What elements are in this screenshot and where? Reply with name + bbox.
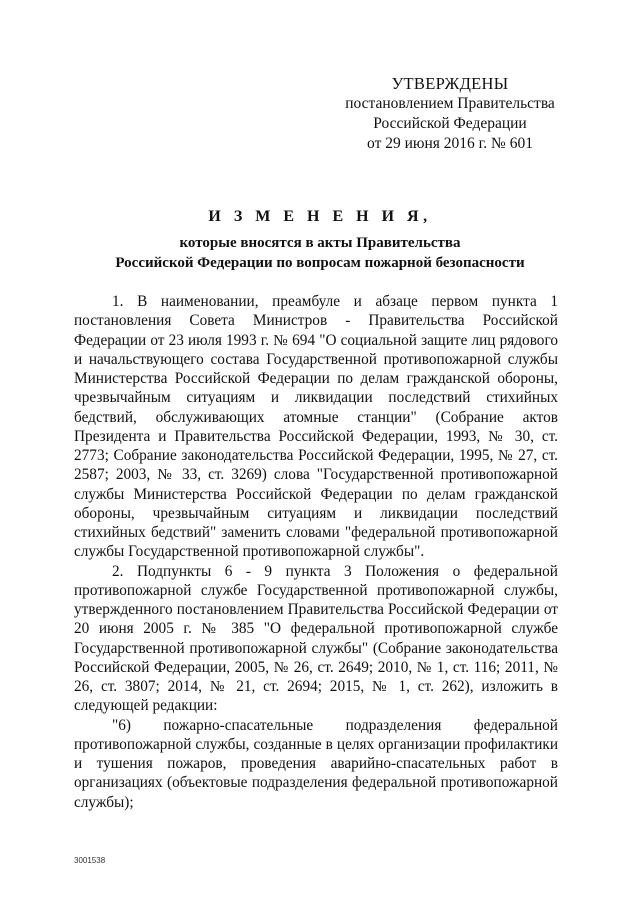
approval-by-line: постановлением Правительства [345, 95, 555, 112]
paragraph-1: 1. В наименовании, преамбуле и абзаце первом пункта 1 постановления Совета Министров - Правительства Российской Федерации от 23 июля 1993 г. № 694 "О социальной защите лиц рядового и начальствующего состава Государственной противопожарной службы Министерства Российской Федерации по делам гражданской обороны, чрезвычайным ситуациям и ликвидации последствий стихийных бедствий, обслуживающих атомные станции" (Собрание актов Президента и Правительства Российской Федерации, 1993, № 30, ст. 2773; Собрание законодательства Российской Федерации, 1995, № 27, ст. 2587; 2003, № 33, ст. 3269) слова "Государственной противопожарной службы Министерства Российской Федерации по делам гражданской обороны, чрезвычайным ситуациям и ликвидации последствий стихийных бедствий" заменить словами "федеральной противопожарной службы Государственной противопожарной службы". [74, 293, 558, 561]
document-title: И З М Е Н Е Н И Я, [208, 208, 432, 225]
paragraph-2: 2. Подпункты 6 - 9 пункта 3 Положения о федеральной противопожарной службе Государственной противопожарной службы, утвержденного постановлением Правительства Российской Федерации от 20 июня 2005 г. № 385 "О федеральной противопожарной службе Государственной противопожарной службы" (Собрание законодательства Российской Федерации, 2005, № 26, ст. 2649; 2010, № 1, ст. 116; 2011, № 26, ст. 3807; 2014, № 21, ст. 2694; 2015, № 1, ст. 262), изложить в следующей редакции: [74, 562, 558, 715]
subtitle-line-2: Российской Федерации по вопросам пожарной безопасности [115, 255, 525, 271]
subtitle-line-1: которые вносятся в акты Правительства [179, 235, 461, 251]
document-body [74, 292, 558, 812]
document-subtitle [60, 233, 580, 273]
approval-date-number: от 29 июня 2016 г. № 601 [367, 135, 533, 152]
approval-authority-line: Российской Федерации [373, 115, 527, 132]
document-code: 3001538 [74, 856, 106, 865]
paragraph-3: "6) пожарно-спасательные подразделения федеральной противопожарной службы, созданные в целях организации профилактики и тушения пожаров, проведения аварийно-спасательных работ в организациях (объектовые подразделения федеральной противопожарной службы); [74, 716, 558, 811]
approval-block [320, 74, 580, 154]
approval-heading: УТВЕРЖДЕНЫ [391, 74, 509, 93]
